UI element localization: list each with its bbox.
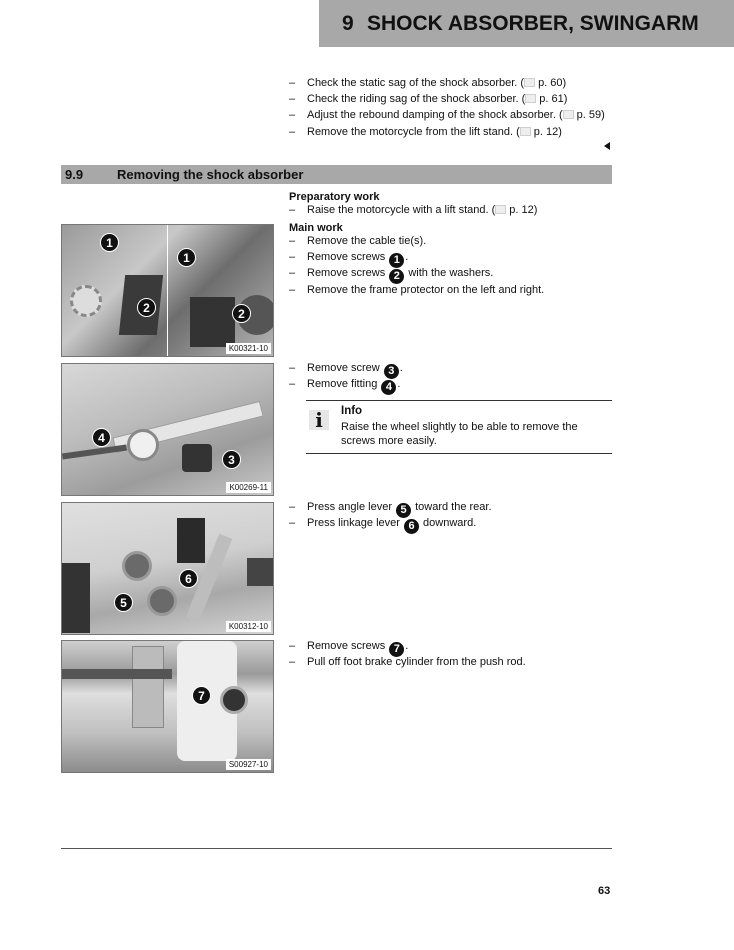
callout-2: 2: [137, 298, 156, 317]
page-reference-link[interactable]: p. 61): [539, 93, 568, 106]
figure-foot-brake-cylinder: [61, 640, 274, 773]
dash: –: [289, 125, 296, 138]
chapter-number: 9: [342, 11, 354, 35]
main-steps-group-2: [289, 360, 403, 392]
list-item: [289, 638, 526, 654]
callout-badge: 7: [389, 642, 404, 657]
dash: –: [289, 267, 296, 280]
list-item: [289, 515, 492, 531]
list-item: [289, 360, 403, 376]
list-item: [289, 282, 544, 298]
step-text: Adjust the rebound damping of the shock absorber. (: [307, 109, 563, 122]
preparatory-work-heading: Preparatory work: [289, 191, 380, 203]
callout-1: 1: [100, 233, 119, 252]
step-text: downward.: [420, 517, 477, 530]
dash: –: [289, 77, 296, 89]
step-text: Remove screws: [307, 267, 389, 280]
main-steps-group-1: [289, 233, 544, 298]
callout-badge: 1: [389, 253, 404, 268]
callout-1: 1: [177, 248, 196, 267]
callout-2: 2: [232, 304, 251, 323]
list-item: [289, 499, 492, 515]
step-text: Press angle lever: [307, 501, 396, 513]
footer-divider: [61, 848, 612, 849]
section-heading: [61, 165, 612, 184]
step-text: toward the rear.: [412, 501, 492, 513]
book-reference-icon: [563, 110, 574, 119]
info-text: Raise the wheel slightly to be able to remove the screws more easily.: [341, 421, 578, 447]
list-item: [289, 654, 526, 670]
callout-7: 7: [192, 686, 211, 705]
chapter-title: SHOCK ABSORBER, SWINGARM: [367, 11, 699, 35]
list-item: [289, 249, 544, 265]
dash: –: [289, 204, 296, 216]
main-work-heading: Main work: [289, 222, 343, 234]
step-text: Pull off foot brake cylinder from the push rod.: [307, 656, 526, 669]
step-text: Raise the motorcycle with a lift stand. (: [307, 204, 496, 216]
figure-code: K00269-11: [226, 482, 271, 493]
list-item: [289, 124, 605, 140]
list-item: [289, 376, 403, 392]
step-text: with the washers.: [405, 267, 494, 280]
figure-linkage-screws: [61, 363, 274, 496]
step-text: .: [397, 378, 401, 391]
end-of-section-marker-icon: [604, 142, 610, 150]
photo-divider: [167, 225, 168, 356]
main-steps-group-3: [289, 499, 492, 531]
figure-levers: [61, 502, 274, 635]
book-reference-icon: [525, 94, 536, 103]
section-number: 9.9: [65, 167, 84, 182]
section-title: Removing the shock absorber: [117, 167, 304, 182]
dash: –: [289, 501, 296, 513]
callout-badge: 2: [389, 269, 404, 284]
step-text: Remove screws: [307, 251, 389, 264]
dash: –: [289, 640, 296, 652]
callout-badge: 3: [384, 364, 399, 379]
step-text: Press linkage lever: [307, 517, 403, 530]
list-item: [289, 202, 537, 218]
list-item: [289, 233, 544, 249]
chapter-header: [319, 0, 734, 47]
step-text: Check the riding sag of the shock absorber. (: [307, 93, 526, 106]
book-reference-icon: [495, 205, 506, 214]
dash: –: [289, 235, 296, 247]
info-title: Info: [341, 405, 363, 417]
list-item: [289, 265, 544, 281]
intro-steps-list: [289, 75, 605, 140]
step-text: Remove the motorcycle from the lift stand. (: [307, 125, 520, 138]
main-steps-group-4: [289, 638, 526, 670]
callout-3: 3: [222, 450, 241, 469]
dash: –: [289, 283, 296, 296]
info-box: [306, 400, 612, 454]
page-reference-link[interactable]: p. 12): [533, 125, 562, 138]
figure-code: K00312-10: [226, 621, 271, 632]
page-reference-link[interactable]: p. 60): [538, 77, 567, 89]
step-text: .: [405, 251, 409, 264]
step-text: Check the static sag of the shock absorber. (: [307, 77, 525, 89]
page-reference-link[interactable]: p. 59): [576, 109, 605, 122]
dash: –: [289, 362, 296, 374]
list-item: [289, 91, 605, 107]
step-text: .: [399, 362, 403, 374]
page-number: 63: [598, 885, 611, 897]
figure-frame-protector: [61, 224, 274, 357]
dash: –: [289, 109, 296, 122]
dash: –: [289, 656, 296, 669]
book-reference-icon: [520, 127, 531, 136]
callout-badge: 4: [381, 380, 396, 395]
dash: –: [289, 251, 296, 264]
dash: –: [289, 378, 296, 391]
info-icon: i: [309, 410, 329, 430]
figure-code: K00321-10: [226, 343, 271, 354]
callout-4: 4: [92, 428, 111, 447]
list-item: [289, 75, 605, 91]
step-text: Remove the cable tie(s).: [307, 235, 427, 247]
dash: –: [289, 93, 296, 106]
page-reference-link[interactable]: p. 12): [509, 204, 538, 216]
callout-6: 6: [179, 569, 198, 588]
book-reference-icon: [524, 78, 535, 87]
step-text: Remove the frame protector on the left and right.: [307, 283, 545, 296]
step-text: Remove screws: [307, 640, 389, 652]
callout-badge: 6: [404, 519, 419, 534]
preparatory-steps-list: [289, 202, 537, 218]
dash: –: [289, 517, 296, 530]
callout-5: 5: [114, 593, 133, 612]
callout-badge: 5: [396, 503, 411, 518]
list-item: [289, 107, 605, 123]
step-text: Remove screw: [307, 362, 383, 374]
step-text: Remove fitting: [307, 378, 381, 391]
step-text: .: [405, 640, 409, 652]
figure-code: S00927-10: [226, 759, 271, 770]
